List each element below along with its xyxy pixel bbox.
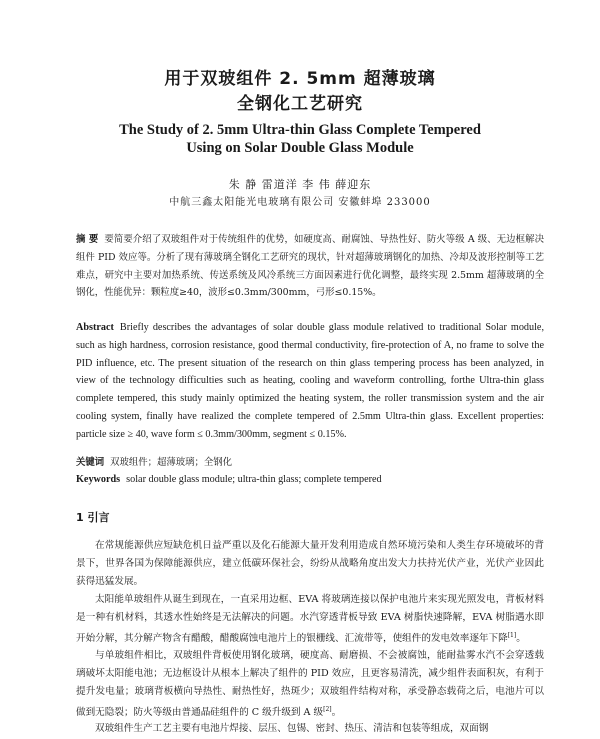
title-cn-line1: 用于双玻组件 2. 5mm 超薄玻璃	[164, 69, 436, 89]
keywords-cn-label: 关键词	[76, 457, 105, 468]
body-paragraph-2-text: 太阳能单玻组件从诞生到现在，一直采用边框、EVA 将玻璃连接以保护电池片来实现光照发电，背板材料是一种有机材料，其透水性始终是无法解决的问题。水汽穿透背板导致 EVA 树脂快速降解，EVA 树脂遇水即开始分解，其分解产物含有醋酸，醋酸腐蚀电池片上的银栅线、汇流带等，使组件的发电效率逐年下降	[76, 594, 544, 644]
keywords-cn	[76, 454, 544, 472]
body-paragraph-4: 双玻组件生产工艺主要有电池片焊接、层压、包锡、密封、热压、清洁和包装等组成，双面钢	[95, 723, 489, 734]
keywords-en-label: Keywords	[76, 474, 121, 485]
citation-2: [2]	[323, 705, 332, 713]
affiliation: 中航三鑫太阳能光电玻璃有限公司 安徽蚌埠 233000	[169, 197, 431, 208]
abstract-cn	[76, 231, 544, 302]
abstract-cn-text: 要简要介绍了双玻组件对于传统组件的优势，如硬度高、耐腐蚀、导热性好、防火等级 A 级、无边框解决组件 PID 效应等。分析了现有薄玻璃全钢化工艺研究的现状，针对超薄玻璃钢化的加热、冷却及波形控制等工艺难点，研究中主要对加热系统、传送系统及风冷系统三方面因素进行优化调整，最终实现 2.5mm 超薄玻璃的全钢化，性能优异：颗粒度≥40，波形≤0.3mm/300mm，弓形≤0.15%。	[76, 234, 544, 299]
body-paragraph-3: 与单玻组件相比，双玻组件背板使用钢化玻璃，硬度高、耐磨损、不会被腐蚀，能耐盐雾水汽不会穿透载璃破坏太阳能电池；无边框设计从根本上解决了组件的 PID 效应，且更容易清洗，减少组件表面积灰，有利于提升发电量；玻璃背板横向导热性、耐热性好，热斑少；双玻组件结构对称，承受静态载荷之后，电池片可以做到无隐裂；防火等级由普通晶硅组件的 C 级升级到 A 级[2]。	[76, 650, 544, 718]
title-cn-line2: 全钢化工艺研究	[237, 94, 363, 114]
title-en-line2: Using on Solar Double Glass Module	[186, 140, 414, 156]
section-1-heading: 1 引言	[76, 511, 110, 524]
citation-1: [1]	[507, 631, 517, 639]
abstract-en-text: Briefly describes the advantages of solar double glass module relatived to traditional Solar module, such as high hardness, corrosion resistance, good thermal conductivity, fire-protection of A, no frame to solve the PID influence, etc. The present situation of the research on thin glass tempering process has been analyzed, in view of the technology difficulties such as heating, cooling and waveform controlling, forthe Ultra-thin glass complete tempered, this study mainly optimized the heating system, the roller transmission system and the air cooling system, finally have realized the complete tempered of 2.5mm Ultra-thin glass. Excellent properties: particle size ≥ 40, wave form ≤ 0.3mm/300mm, segment ≤ 0.15%.	[76, 322, 544, 440]
keywords-cn-text: 双玻组件；超薄玻璃；全钢化	[110, 457, 233, 468]
authors: 朱 静 雷道洋 李 伟 薛迎东	[228, 178, 372, 191]
abstract-en-label: Abstract	[76, 322, 114, 333]
body-paragraph-1: 在常规能源供应短缺危机日益严重以及化石能源大量开发利用造成自然环境污染和人类生存环境破坏的背景下，世界各国为保障能源供应，建立低碳环保社会，纷纷从战略角度出发大力扶持光伏产业，光伏产业因此获得迅猛发展。	[76, 540, 544, 587]
body-paragraph-3-text: 与单玻组件相比，双玻组件背板使用钢化玻璃，硬度高、耐磨损、不会被腐蚀，能耐盐雾水汽不会穿透载璃破坏太阳能电池；无边框设计从根本上解决了组件的 PID 效应，且更容易清洗，减少组件表面积灰，有利于提升发电量；玻璃背板横向导热性、耐热性好，热斑少；双玻组件结构对称，承受静态载荷之后，电池片可以做到无隐裂；防火等级由普通晶硅组件的 C 级升级到 A 级	[76, 650, 544, 718]
keywords-en-text: solar double glass module; ultra-thin glass; complete tempered	[126, 474, 382, 485]
abstract-en	[76, 319, 544, 444]
title-en-line1: The Study of 2. 5mm Ultra-thin Glass Complete Tempered	[119, 122, 481, 138]
keywords-en	[76, 471, 544, 489]
body-paragraph-2: 太阳能单玻组件从诞生到现在，一直采用边框、EVA 将玻璃连接以保护电池片来实现光照发电，背板材料是一种有机材料，其透水性始终是无法解决的问题。水汽穿透背板导致 EVA 树脂快速降解，EVA 树脂遇水即开始分解，其分解产物含有醋酸，醋酸腐蚀电池片上的银栅线、汇流带等，使组件的发电效率逐年下降[1]。	[76, 594, 544, 644]
abstract-cn-label: 摘 要	[76, 234, 99, 245]
